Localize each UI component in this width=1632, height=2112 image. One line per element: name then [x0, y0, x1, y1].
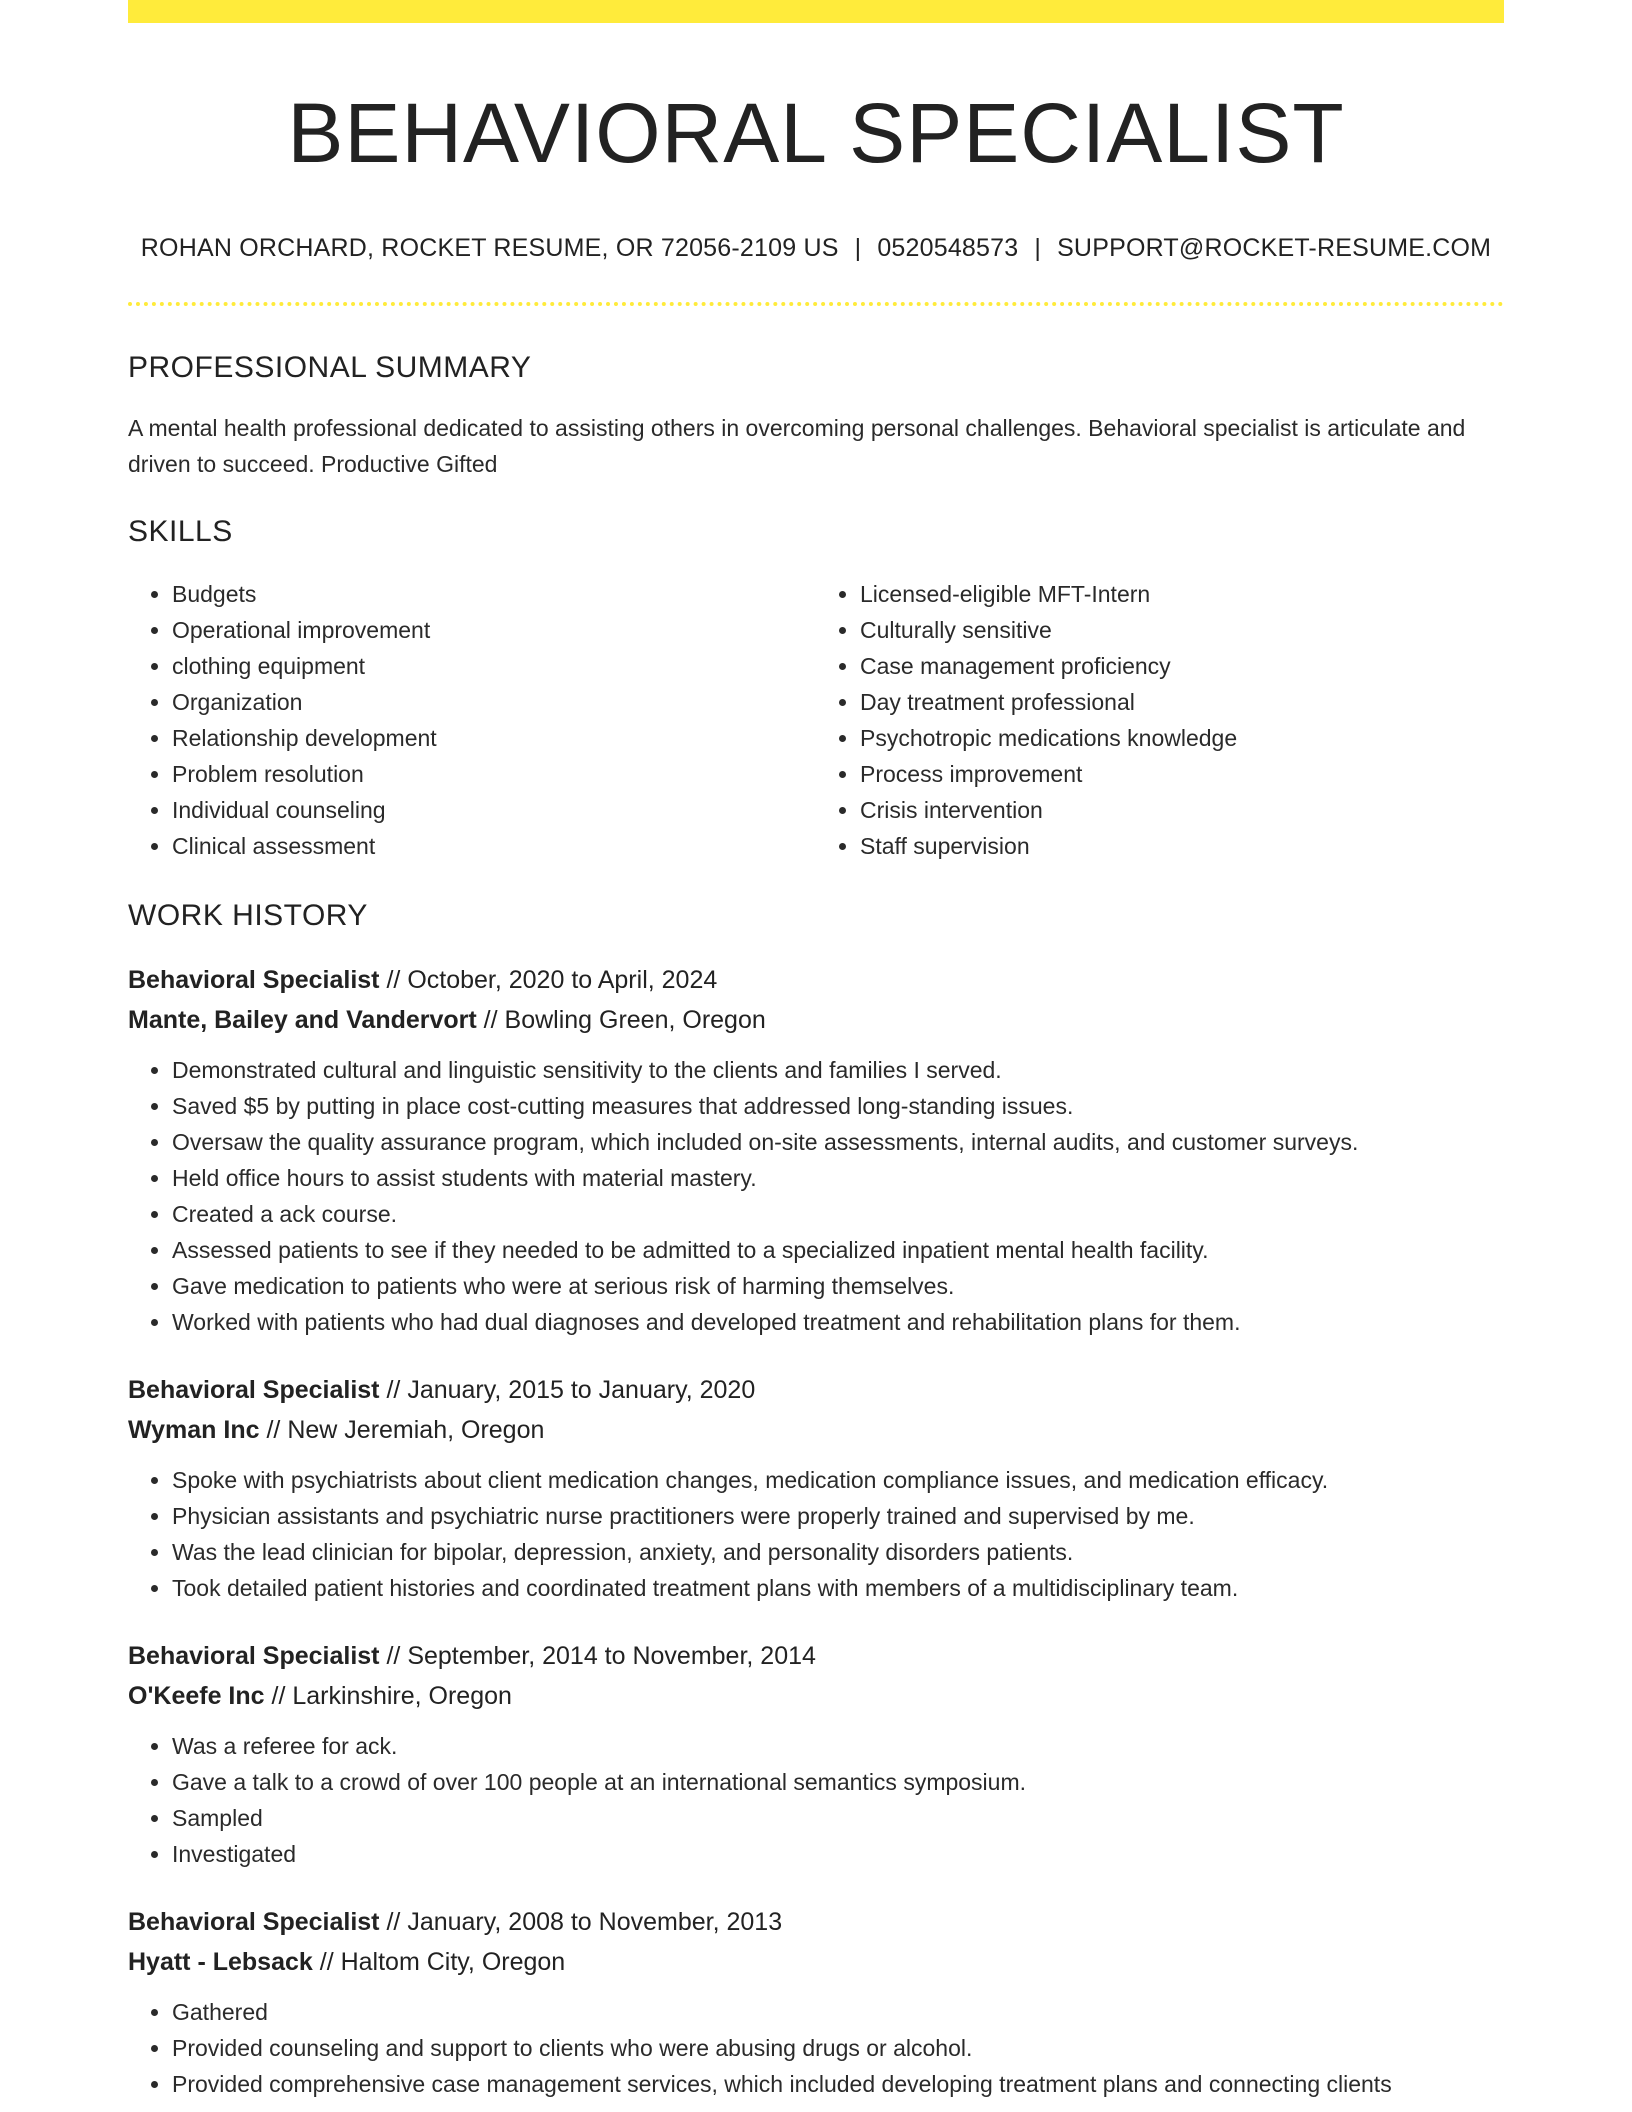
job-location: Bowling Green, Oregon: [504, 1006, 766, 1035]
contact-email: SUPPORT@ROCKET-RESUME.COM: [1057, 233, 1492, 262]
job-company-line: [128, 1942, 1504, 1982]
job-title: Behavioral Specialist: [128, 1376, 380, 1405]
job-bullets: [128, 1728, 1504, 1872]
skill-item: • Crisis intervention: [860, 792, 1504, 828]
contact-phone: 0520548573: [877, 233, 1019, 262]
job-bullet: • Provided counseling and support to clients who were abusing drugs or alcohol.: [172, 2030, 1504, 2066]
job-dates: January, 2008 to November, 2013: [407, 1908, 783, 1937]
skills-right-column: [816, 576, 1504, 864]
job-company-line: [128, 1676, 1504, 1716]
skill-item: • Problem resolution: [172, 756, 816, 792]
skill-item: • Culturally sensitive: [860, 612, 1504, 648]
job-entry: [128, 1370, 1504, 1606]
job-location: Larkinshire, Oregon: [292, 1682, 512, 1711]
job-separator: //: [259, 1416, 288, 1445]
job-bullet: • Saved $5 by putting in place cost-cutting measures that addressed long-standing issues.: [172, 1088, 1504, 1124]
dotted-divider: [128, 302, 1504, 306]
job-title: Behavioral Specialist: [128, 1908, 380, 1937]
job-company: Wyman Inc: [128, 1416, 260, 1445]
job-dates: September, 2014 to November, 2014: [407, 1642, 816, 1671]
skill-item: • clothing equipment: [172, 648, 816, 684]
job-entry: [128, 960, 1504, 1340]
job-title-line: [128, 1636, 1504, 1676]
contact-address: ROHAN ORCHARD, ROCKET RESUME, OR 72056-2109 US: [140, 233, 839, 262]
job-bullet: • Created a ack course.: [172, 1196, 1504, 1232]
job-bullet: • Demonstrated cultural and linguistic sensitivity to the clients and families I served.: [172, 1052, 1504, 1088]
skill-item: • Day treatment professional: [860, 684, 1504, 720]
skill-item: • Staff supervision: [860, 828, 1504, 864]
job-bullets: [128, 1462, 1504, 1606]
job-bullets: [128, 1052, 1504, 1340]
resume-title: BEHAVIORAL SPECIALIST: [287, 86, 1345, 180]
skills-left-column: [128, 576, 816, 864]
job-title-line: [128, 960, 1504, 1000]
job-bullet: • Physician assistants and psychiatric nurse practitioners were properly trained and supervised by me.: [172, 1498, 1504, 1534]
resume-page: [128, 0, 1504, 2102]
job-bullet: • Oversaw the quality assurance program, which included on-site assessments, internal audits, and customer surveys.: [172, 1124, 1504, 1160]
job-entry: [128, 1902, 1504, 2102]
skill-item: • Process improvement: [860, 756, 1504, 792]
skill-item: • Clinical assessment: [172, 828, 816, 864]
job-company: Mante, Bailey and Vandervort: [128, 1006, 477, 1035]
job-separator: //: [379, 1376, 408, 1405]
skill-item: • Case management proficiency: [860, 648, 1504, 684]
job-company-line: [128, 1000, 1504, 1040]
job-separator: //: [379, 1642, 408, 1671]
job-bullet: • Worked with patients who had dual diagnoses and developed treatment and rehabilitation plans for them.: [172, 1304, 1504, 1340]
job-bullet: • Gathered: [172, 1994, 1504, 2030]
job-entry: [128, 1636, 1504, 1872]
job-company: O'Keefe Inc: [128, 1682, 265, 1711]
work-history-heading: WORK HISTORY: [128, 899, 368, 933]
accent-top-bar: [128, 0, 1504, 23]
job-title-line: [128, 1370, 1504, 1410]
job-separator: //: [312, 1948, 341, 1977]
job-bullet: • Provided comprehensive case management services, which included developing treatment plans and connecting clients: [172, 2066, 1504, 2102]
job-bullet: • Took detailed patient histories and coordinated treatment plans with members of a multidisciplinary team.: [172, 1570, 1504, 1606]
job-bullet: • Investigated: [172, 1836, 1504, 1872]
contact-separator: |: [1034, 233, 1042, 262]
skill-item: • Organization: [172, 684, 816, 720]
job-dates: January, 2015 to January, 2020: [407, 1376, 756, 1405]
skill-item: • Psychotropic medications knowledge: [860, 720, 1504, 756]
job-company-line: [128, 1410, 1504, 1450]
skill-item: • Operational improvement: [172, 612, 816, 648]
job-separator: //: [379, 1908, 408, 1937]
work-history-list: [128, 960, 1504, 2102]
contact-line: [128, 232, 1504, 265]
summary-heading: PROFESSIONAL SUMMARY: [128, 351, 532, 385]
skill-item: • Individual counseling: [172, 792, 816, 828]
job-separator: //: [379, 966, 408, 995]
skill-item: • Relationship development: [172, 720, 816, 756]
job-location: Haltom City, Oregon: [340, 1948, 566, 1977]
job-separator: //: [264, 1682, 293, 1711]
job-bullet: • Gave medication to patients who were at serious risk of harming themselves.: [172, 1268, 1504, 1304]
job-company: Hyatt - Lebsack: [128, 1948, 313, 1977]
job-bullet: • Was a referee for ack.: [172, 1728, 1504, 1764]
skill-item: • Licensed-eligible MFT-Intern: [860, 576, 1504, 612]
job-dates: October, 2020 to April, 2024: [407, 966, 718, 995]
skill-item: • Budgets: [172, 576, 816, 612]
skills-columns: [128, 576, 1504, 864]
contact-separator: |: [854, 233, 862, 262]
job-title-line: [128, 1902, 1504, 1942]
skills-heading: SKILLS: [128, 515, 233, 549]
job-bullet: • Held office hours to assist students with material mastery.: [172, 1160, 1504, 1196]
job-bullet: • Gave a talk to a crowd of over 100 people at an international semantics symposium.: [172, 1764, 1504, 1800]
job-bullets: [128, 1994, 1504, 2102]
job-bullet: • Assessed patients to see if they needed to be admitted to a specialized inpatient mental health facility.: [172, 1232, 1504, 1268]
job-bullet: • Sampled: [172, 1800, 1504, 1836]
job-bullet: • Spoke with psychiatrists about client medication changes, medication compliance issues, and medication efficacy.: [172, 1462, 1504, 1498]
summary-text: A mental health professional dedicated to assisting others in overcoming personal challenges. Behavioral specialist is articulate and driven to succeed. Productive Gifted: [128, 415, 1466, 478]
job-title: Behavioral Specialist: [128, 966, 380, 995]
job-location: New Jeremiah, Oregon: [287, 1416, 545, 1445]
job-bullet: • Was the lead clinician for bipolar, depression, anxiety, and personality disorders patients.: [172, 1534, 1504, 1570]
job-separator: //: [476, 1006, 505, 1035]
job-title: Behavioral Specialist: [128, 1642, 380, 1671]
